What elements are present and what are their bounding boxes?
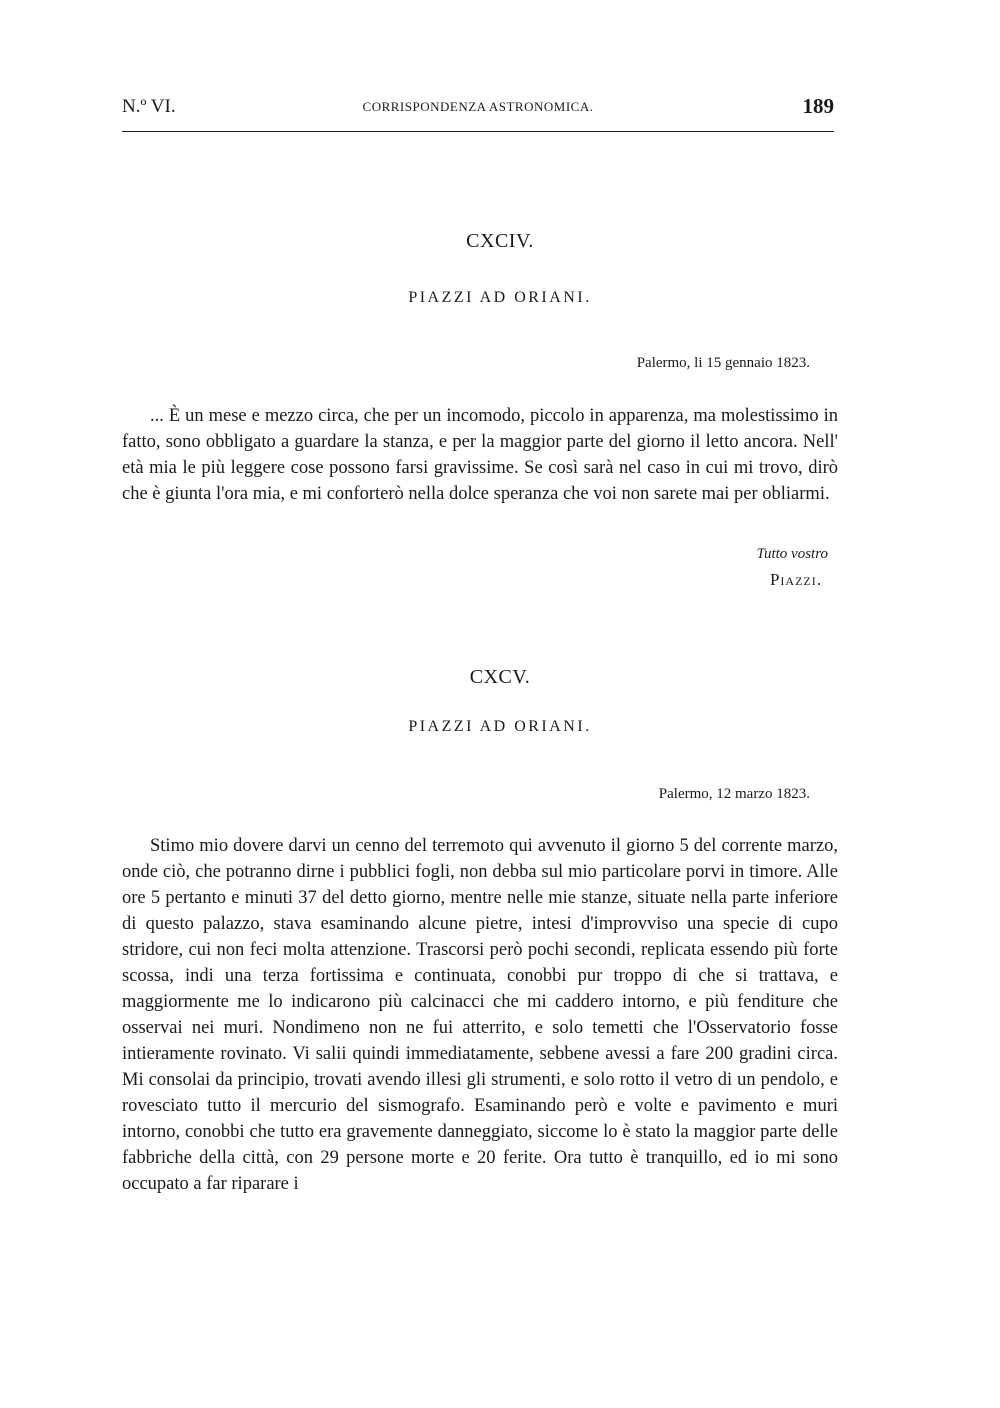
letter-paragraph: ... È un mese e mezzo circa, che per un incomodo, piccolo in apparenza, ma molestissimo in fatto, sono obbligato a guardare la stanza, e per la maggior parte del giorno il letto ancora. Nell' età mia le più leggere cose possono farsi gravissime. Se così sarà nel caso in cui mi trovo, dirò che è giunta l'ora mia, e mi conforterò nella dolce speranza che voi non sarete mai per obliarmi. (122, 406, 838, 504)
journal-title: CORRISPONDENZA ASTRONOMICA. (362, 99, 594, 114)
letter-number: CXCIV. (466, 230, 534, 252)
letter-heading: PIAZZI AD ORIANI. (408, 718, 592, 735)
letter-paragraph: Stimo mio dovere darvi un cenno del terremoto qui avvenuto il giorno 5 del corrente marzo, onde ciò, che potranno dirne i pubblici fogli, non debba sul mio particolare porvi in timore. Alle ore 5 pertanto e minuti 37 del detto giorno, mentre nelle mie stanze, situate nella parte inferiore di questo palazzo, stava esaminando alcune pietre, intesi d'improvviso una specie di cupo stridore, cui non feci molta attenzione. Trascorsi però pochi secondi, replicata essendo più forte scossa, indi una terza fortissima e continuata, conobbi pur troppo di che si trattava, e maggiormente me lo indicarono più calcinacci che mi caddero intorno, e più fenditure che osservai nei muri. Nondimeno non ne fui atterrito, e solo temetti che l'Osservatorio fosse intieramente rovinato. Vi salii quindi immediatamente, sebbene avessi a fare 200 gradini circa. Mi consolai da principio, trovati avendo illesi gli strumenti, e solo rotto il vetro di un pendolo, e rovesciato tutto il mercurio del sismografo. Esaminando però e volte e pavimento e muri intorno, conobbi che tutto era gravemente danneggiato, siccome lo è stato la maggior parte delle fabbriche della città, con 29 persone morte e 20 ferite. Ora tutto è tranquillo, ed io mi sono occupato a far riparare i (122, 836, 838, 1194)
letter-dateline: Palermo, 12 marzo 1823. (658, 786, 810, 802)
header-rule (122, 131, 834, 132)
letter-signature: Piazzi. (769, 570, 822, 589)
letter-dateline: Palermo, li 15 gennaio 1823. (636, 355, 810, 371)
letter-heading: PIAZZI AD ORIANI. (408, 289, 592, 306)
letter-number: CXCV. (469, 666, 531, 688)
letter-closing: Tutto vostro (756, 546, 828, 562)
page-number: 189 (802, 94, 834, 118)
letter-body (122, 833, 838, 1197)
issue-number: N.º VI. (122, 96, 176, 117)
running-head (122, 92, 834, 122)
letter-body (122, 403, 838, 507)
